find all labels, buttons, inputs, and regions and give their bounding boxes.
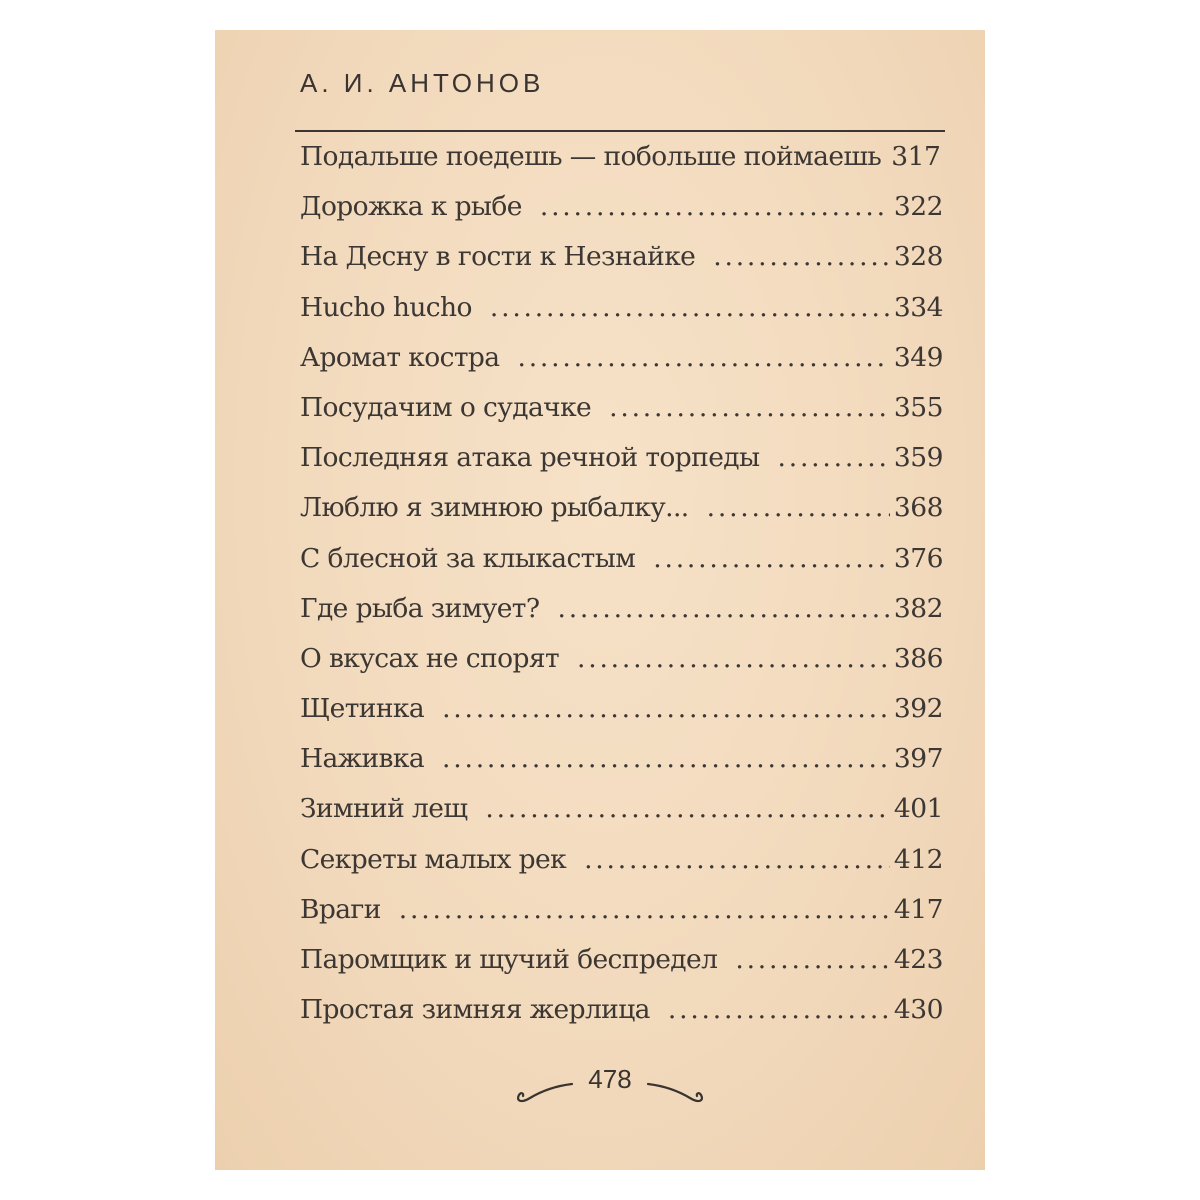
toc-entry-page: 412 [893, 843, 943, 875]
toc-leader [399, 885, 890, 935]
toc-leader [577, 634, 890, 684]
toc-entry-page: 430 [893, 994, 943, 1026]
toc-leader [485, 784, 890, 834]
toc-entry-page: 368 [893, 492, 943, 524]
toc-entry [300, 885, 943, 935]
toc-entry-title: Посудачим о судачке [300, 391, 592, 423]
toc-entry-page: 417 [893, 893, 943, 925]
toc-entry-title: Щетинка [300, 693, 425, 725]
toc-entry-page: 423 [893, 944, 943, 975]
toc-leader [584, 835, 890, 885]
toc-leader [442, 684, 890, 734]
toc-entry-page: 382 [893, 592, 943, 624]
toc-entry-page: 349 [893, 341, 943, 373]
toc-leader [778, 433, 890, 483]
toc-entry [300, 483, 943, 533]
toc-entry [300, 132, 943, 182]
toc-entry-title: Секреты малых рек [300, 843, 567, 875]
toc-leader [517, 333, 889, 383]
toc-entry-page: 392 [893, 693, 943, 725]
toc-entry [300, 433, 943, 483]
toc-entry [300, 835, 943, 885]
toc-entry [300, 534, 943, 584]
toc-leader [557, 584, 889, 634]
toc-entry [300, 283, 943, 333]
toc-entry-page: 397 [893, 743, 943, 775]
toc-entry-title: Простая зимняя жерлица [300, 994, 650, 1026]
toc-entry-title: О вкусах не спорят [300, 642, 560, 674]
toc-entry-title: Hucho hucho [300, 291, 472, 323]
toc-entry-page: 401 [893, 793, 943, 825]
toc-entry [300, 985, 943, 1035]
toc-leader [442, 734, 890, 784]
toc-entry [300, 784, 943, 834]
toc-entry [300, 333, 943, 383]
toc-entry-page: 359 [893, 442, 943, 474]
toc-entry-title: Дорожка к рыбе [300, 191, 522, 223]
toc-entry-title: С блесной за клыкастым [300, 542, 636, 574]
toc-entry-page: 386 [893, 642, 943, 674]
toc-entry-title: Наживка [300, 743, 425, 775]
toc-entry-page: 317 [891, 141, 941, 172]
toc-entry-title: Аромат костра [300, 341, 500, 373]
toc-entry-title: Последняя атака речной торпеды [300, 442, 760, 474]
toc-leader [713, 232, 890, 282]
toc-entry-page: 322 [893, 191, 943, 223]
toc-entry [300, 383, 943, 433]
toc-leader [653, 534, 890, 584]
book-page [215, 30, 985, 1170]
page-folio [510, 1062, 710, 1122]
toc-entry-page: 334 [893, 291, 943, 323]
toc-entry-title: Паромщик и щучий беспредел [300, 944, 718, 975]
toc-entry [300, 634, 943, 684]
toc-entry [300, 232, 943, 282]
toc-entry [300, 734, 943, 784]
table-of-contents [300, 132, 943, 1035]
toc-entry-title: Где рыба зимует? [300, 592, 540, 624]
toc-entry-title: Зимний лещ [300, 793, 468, 825]
page-number: 478 [588, 1064, 632, 1094]
toc-entry [300, 684, 943, 734]
toc-leader [707, 483, 890, 533]
toc-entry-title: На Десну в гости к Незнайке [300, 241, 696, 273]
toc-leader [668, 985, 890, 1035]
toc-leader [735, 935, 890, 985]
running-head-author: А. И. АНТОНОВ [300, 68, 545, 98]
toc-leader [540, 182, 890, 232]
toc-entry-page: 328 [893, 241, 943, 273]
toc-leader [490, 283, 890, 333]
toc-entry [300, 182, 943, 232]
toc-entry-title: Враги [300, 893, 381, 925]
toc-entry-page: 355 [893, 391, 943, 423]
toc-entry-title: Люблю я зимнюю рыбалку... [300, 492, 689, 524]
toc-leader [609, 383, 890, 433]
toc-entry [300, 935, 943, 985]
toc-entry [300, 584, 943, 634]
toc-entry-title: Подальше поедешь — побольше поймаешь [300, 141, 882, 172]
toc-entry-page: 376 [893, 542, 943, 574]
